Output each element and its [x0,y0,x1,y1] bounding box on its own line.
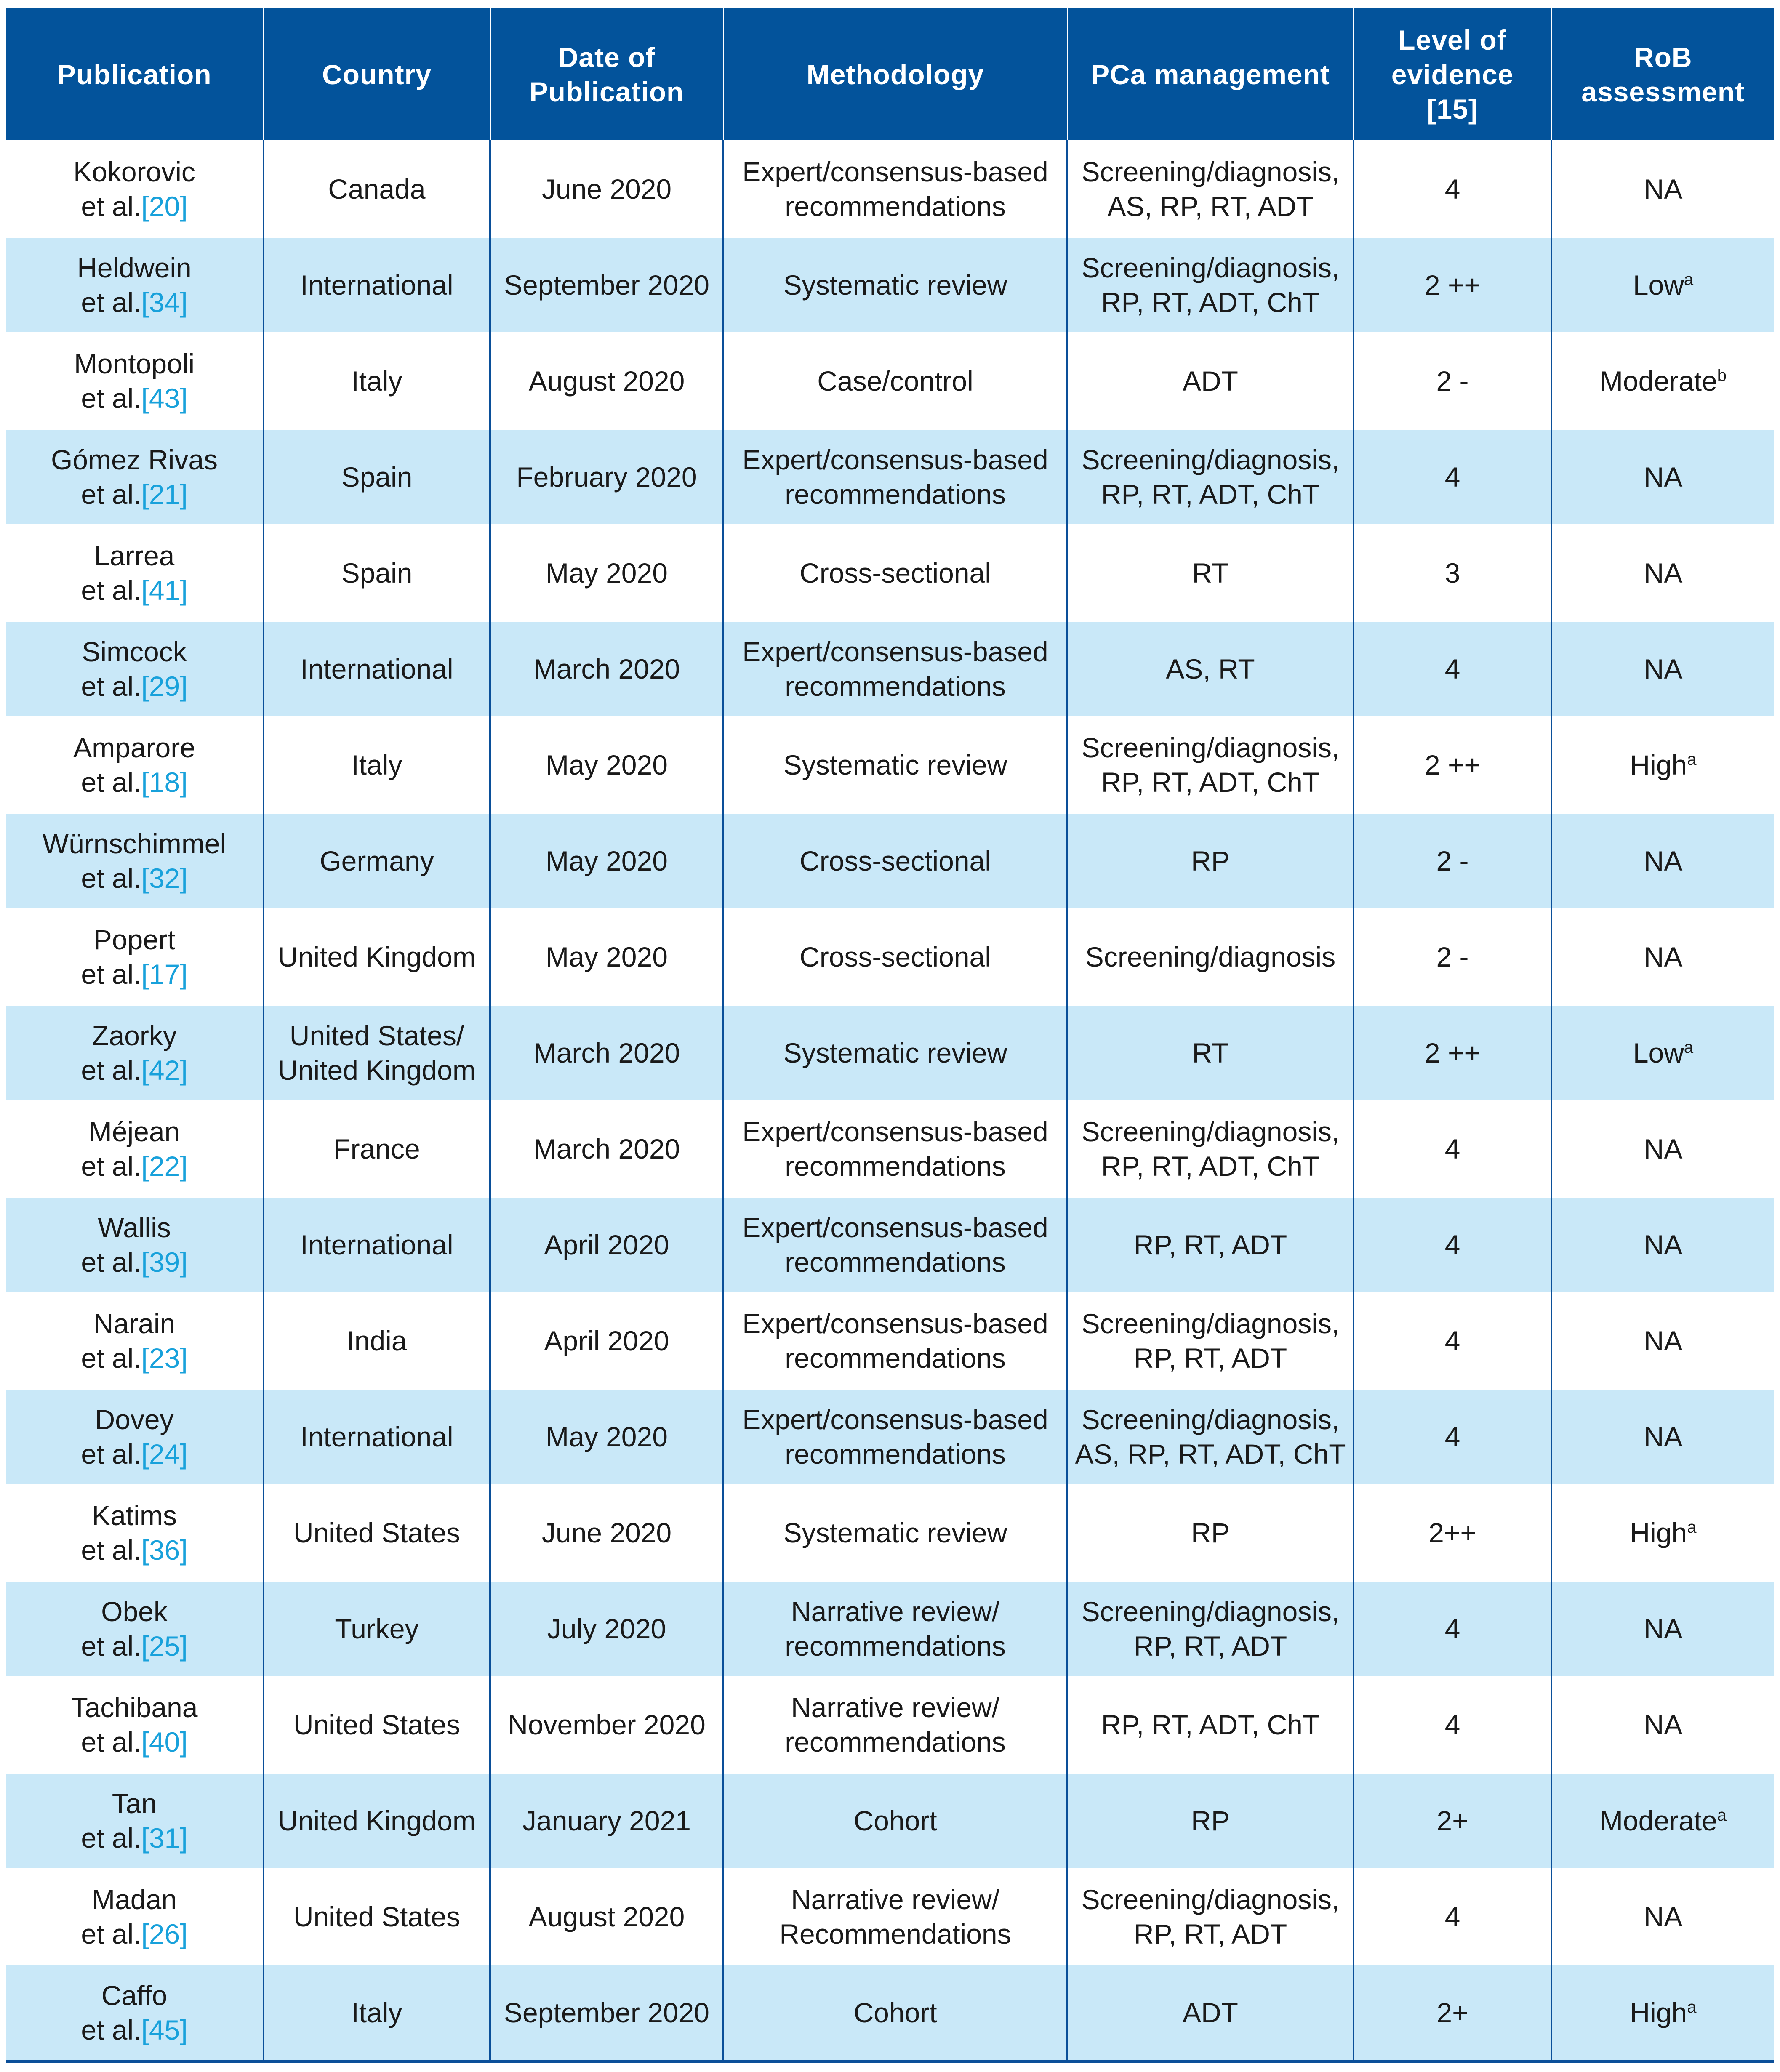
cell-rob: NA [1551,1869,1774,1965]
cell-date: September 2020 [490,237,723,333]
cell-date: August 2020 [490,333,723,429]
cell-country: Italy [264,333,490,429]
table-row [6,909,1774,1005]
table-header [6,8,1774,141]
reference-link[interactable]: [29] [141,671,188,702]
author-name: Würnschimmel [42,828,226,859]
cell-date: May 2020 [490,1389,723,1485]
cell-date: July 2020 [490,1581,723,1677]
cell-level: 4 [1354,1389,1551,1485]
cell-level: 4 [1354,1581,1551,1677]
cell-methodology: Systematic review [723,717,1067,813]
et-al: et al. [81,383,141,414]
cell-methodology: Expert/consensus-based recommendations [723,141,1067,237]
cell-methodology: Expert/consensus-based recommendations [723,429,1067,525]
rob-footnote-marker: a [1687,1518,1697,1537]
cell-management: RT [1067,1005,1354,1101]
et-al: et al. [81,1438,141,1470]
cell-management: ADT [1067,1965,1354,2061]
cell-rob: NA [1551,1101,1774,1197]
cell-management: Screening/diagnosis, RP, RT, ADT [1067,1581,1354,1677]
et-al: et al. [81,1630,141,1662]
table-row [6,1677,1774,1773]
reference-link[interactable]: [22] [141,1151,188,1182]
cell-management: RP, RT, ADT, ChT [1067,1677,1354,1773]
reference-link[interactable]: [18] [141,767,188,798]
cell-country: United States [264,1485,490,1581]
cell-level: 4 [1354,1869,1551,1965]
cell-publication [6,1965,264,2061]
reference-link[interactable]: [23] [141,1342,188,1374]
cell-level: 4 [1354,429,1551,525]
header-country: Country [264,8,490,141]
author-name: Simcock [82,636,187,667]
rob-footnote-marker: a [1684,270,1694,289]
cell-methodology: Expert/consensus-based recommendations [723,1101,1067,1197]
cell-publication [6,1773,264,1869]
et-al: et al. [81,575,141,606]
header-row [6,8,1774,141]
cell-level: 2 - [1354,333,1551,429]
et-al: et al. [81,959,141,990]
table-row [6,1773,1774,1869]
table-row [6,621,1774,717]
cell-management: Screening/diagnosis, AS, RP, RT, ADT, ChT [1067,1389,1354,1485]
cell-level: 4 [1354,1293,1551,1389]
cell-level: 4 [1354,1677,1551,1773]
cell-rob: NA [1551,1197,1774,1293]
et-al: et al. [81,1534,141,1566]
cell-rob: NA [1551,1293,1774,1389]
cell-management: RP [1067,1485,1354,1581]
cell-date: May 2020 [490,909,723,1005]
table-row [6,1485,1774,1581]
cell-publication [6,1389,264,1485]
et-al: et al. [81,1151,141,1182]
et-al: et al. [81,1822,141,1854]
cell-publication [6,1581,264,1677]
cell-methodology: Cohort [723,1965,1067,2061]
et-al: et al. [81,863,141,894]
cell-management: RT [1067,525,1354,621]
cell-publication [6,141,264,237]
reference-link[interactable]: [32] [141,863,188,894]
cell-methodology: Cohort [723,1773,1067,1869]
cell-management: RP [1067,813,1354,909]
reference-link[interactable]: [31] [141,1822,188,1854]
author-name: Larrea [94,540,175,571]
et-al: et al. [81,1918,141,1949]
cell-management: AS, RT [1067,621,1354,717]
rob-footnote-marker: b [1717,366,1727,385]
cell-rob: High$^a$ [1551,1965,1774,2061]
author-name: Narain [93,1308,176,1339]
cell-management: Screening/diagnosis, RP, RT, ADT, ChT [1067,429,1354,525]
cell-country: Germany [264,813,490,909]
cell-country: Spain [264,429,490,525]
cell-management: Screening/diagnosis, RP, RT, ADT [1067,1293,1354,1389]
table-row [6,1869,1774,1965]
table-row [6,717,1774,813]
cell-publication [6,333,264,429]
cell-date: May 2020 [490,717,723,813]
cell-rob: Moderate$^a$ [1551,1773,1774,1869]
reference-link[interactable]: [40] [141,1726,188,1758]
header-rob: RoB assessment [1551,8,1774,141]
cell-country: France [264,1101,490,1197]
header-management: PCa management [1067,8,1354,141]
et-al: et al. [81,767,141,798]
table-row [6,813,1774,909]
table-row [6,1389,1774,1485]
cell-date: March 2020 [490,1005,723,1101]
cell-date: November 2020 [490,1677,723,1773]
cell-publication [6,429,264,525]
studies-table [6,8,1774,2063]
cell-rob: NA [1551,1581,1774,1677]
cell-management: RP, RT, ADT [1067,1197,1354,1293]
cell-rob: NA [1551,813,1774,909]
author-name: Dovey [95,1404,174,1435]
header-level: Level of evidence [15] [1354,8,1551,141]
reference-link[interactable]: [34] [141,287,188,318]
cell-level: 2 - [1354,813,1551,909]
cell-methodology: Narrative review/ recommendations [723,1581,1067,1677]
cell-management: Screening/diagnosis, AS, RP, RT, ADT [1067,141,1354,237]
cell-management: Screening/diagnosis, RP, RT, ADT, ChT [1067,1101,1354,1197]
rob-footnote-marker: a [1687,1998,1697,2016]
table-body [6,141,1774,2061]
cell-rob: NA [1551,1389,1774,1485]
rob-footnote-marker: a [1717,1806,1727,1824]
reference-link[interactable]: [26] [141,1918,188,1949]
author-name: Kokorovic [73,156,195,187]
reference-link[interactable]: [25] [141,1630,188,1662]
reference-link[interactable]: [20] [141,191,188,222]
cell-country: United States [264,1869,490,1965]
cell-management: ADT [1067,333,1354,429]
cell-level: 3 [1354,525,1551,621]
author-name: Amparore [73,732,195,763]
header-methodology: Methodology [723,8,1067,141]
cell-rob: NA [1551,429,1774,525]
cell-country: Italy [264,717,490,813]
reference-link[interactable]: [17] [141,959,188,990]
table-row [6,1293,1774,1389]
cell-methodology: Expert/consensus-based recommendations [723,621,1067,717]
et-al: et al. [81,1726,141,1758]
cell-date: January 2021 [490,1773,723,1869]
cell-publication [6,1869,264,1965]
cell-methodology: Narrative review/ recommendations [723,1677,1067,1773]
author-name: Zaorky [92,1020,177,1051]
cell-date: April 2020 [490,1293,723,1389]
table-row [6,1197,1774,1293]
cell-level: 2+ [1354,1965,1551,2061]
cell-country: India [264,1293,490,1389]
cell-rob: NA [1551,909,1774,1005]
author-name: Heldwein [77,252,192,283]
et-al: et al. [81,2014,141,2045]
et-al: et al. [81,191,141,222]
reference-link[interactable]: [39] [141,1246,188,1278]
cell-date: March 2020 [490,621,723,717]
cell-rob: High$^a$ [1551,1485,1774,1581]
cell-methodology: Systematic review [723,1005,1067,1101]
cell-methodology: Cross-sectional [723,909,1067,1005]
et-al: et al. [81,671,141,702]
cell-rob: High$^a$ [1551,717,1774,813]
table-row [6,237,1774,333]
cell-methodology: Cross-sectional [723,813,1067,909]
cell-level: 4 [1354,621,1551,717]
reference-link[interactable]: [21] [141,479,188,510]
cell-management: Screening/diagnosis, RP, RT, ADT [1067,1869,1354,1965]
author-name: Caffo [101,1980,168,2011]
author-name: Wallis [98,1212,171,1243]
cell-date: September 2020 [490,1965,723,2061]
cell-country: International [264,1197,490,1293]
cell-country: International [264,621,490,717]
cell-country: International [264,237,490,333]
rob-footnote-marker: a [1687,750,1697,769]
cell-management: Screening/diagnosis, RP, RT, ADT, ChT [1067,237,1354,333]
cell-date: May 2020 [490,525,723,621]
reference-link[interactable]: [43] [141,383,188,414]
cell-rob: NA [1551,525,1774,621]
cell-country: Canada [264,141,490,237]
table-row [6,1101,1774,1197]
cell-publication [6,1677,264,1773]
author-name: Madan [92,1884,177,1915]
cell-date: May 2020 [490,813,723,909]
et-al: et al. [81,1055,141,1086]
cell-management: Screening/diagnosis, RP, RT, ADT, ChT [1067,717,1354,813]
reference-link[interactable]: [45] [141,2014,188,2045]
cell-methodology: Expert/consensus-based recommendations [723,1293,1067,1389]
table-row [6,1965,1774,2061]
cell-level: 4 [1354,141,1551,237]
author-name: Montopoli [74,348,195,379]
cell-level: 4 [1354,1197,1551,1293]
header-date: Date of Publication [490,8,723,141]
cell-publication [6,813,264,909]
cell-rob: Low$^a$ [1551,237,1774,333]
cell-date: August 2020 [490,1869,723,1965]
cell-country: United States [264,1677,490,1773]
cell-level: 2++ [1354,1485,1551,1581]
cell-management: RP [1067,1773,1354,1869]
cell-rob: Low$^a$ [1551,1005,1774,1101]
author-name: Gómez Rivas [51,444,218,475]
cell-level: 2 ++ [1354,717,1551,813]
cell-country: United Kingdom [264,1773,490,1869]
author-name: Méjean [88,1116,180,1147]
author-name: Tachibana [71,1692,198,1723]
cell-level: 2+ [1354,1773,1551,1869]
cell-publication [6,909,264,1005]
cell-rob: Moderate$^b$ [1551,333,1774,429]
author-name: Obek [101,1596,168,1627]
cell-country: Spain [264,525,490,621]
cell-country: Italy [264,1965,490,2061]
cell-level: 2 ++ [1354,237,1551,333]
cell-publication [6,1197,264,1293]
cell-publication [6,1101,264,1197]
cell-methodology: Cross-sectional [723,525,1067,621]
et-al: et al. [81,1342,141,1374]
table-row [6,1581,1774,1677]
table-row [6,333,1774,429]
cell-publication [6,621,264,717]
et-al: et al. [81,1246,141,1278]
cell-date: March 2020 [490,1101,723,1197]
cell-methodology: Narrative review/ Recommendations [723,1869,1067,1965]
header-publication: Publication [6,8,264,141]
et-al: et al. [81,479,141,510]
cell-publication [6,525,264,621]
cell-country: Turkey [264,1581,490,1677]
cell-publication [6,1485,264,1581]
author-name: Tan [112,1788,157,1819]
cell-level: 2 - [1354,909,1551,1005]
cell-methodology: Systematic review [723,237,1067,333]
cell-level: 2 ++ [1354,1005,1551,1101]
cell-publication [6,1293,264,1389]
cell-date: April 2020 [490,1197,723,1293]
rob-footnote-marker: a [1684,1038,1694,1057]
cell-level: 4 [1354,1101,1551,1197]
reference-link[interactable]: [42] [141,1055,188,1086]
cell-publication [6,1005,264,1101]
cell-country: United Kingdom [264,909,490,1005]
reference-link[interactable]: [41] [141,575,188,606]
reference-link[interactable]: [36] [141,1534,188,1566]
cell-rob: NA [1551,1677,1774,1773]
cell-date: February 2020 [490,429,723,525]
cell-date: June 2020 [490,1485,723,1581]
cell-management: Screening/diagnosis [1067,909,1354,1005]
table-row [6,525,1774,621]
cell-methodology: Expert/consensus-based recommendations [723,1197,1067,1293]
cell-rob: NA [1551,141,1774,237]
et-al: et al. [81,287,141,318]
cell-rob: NA [1551,621,1774,717]
author-name: Katims [92,1500,177,1531]
reference-link[interactable]: [24] [141,1438,188,1470]
table-row [6,429,1774,525]
cell-date: June 2020 [490,141,723,237]
cell-methodology: Expert/consensus-based recommendations [723,1389,1067,1485]
cell-publication [6,237,264,333]
table-row [6,141,1774,237]
cell-methodology: Systematic review [723,1485,1067,1581]
cell-methodology: Case/control [723,333,1067,429]
table-row [6,1005,1774,1101]
cell-publication [6,717,264,813]
cell-country: United States/ United Kingdom [264,1005,490,1101]
author-name: Popert [93,924,176,955]
cell-country: International [264,1389,490,1485]
